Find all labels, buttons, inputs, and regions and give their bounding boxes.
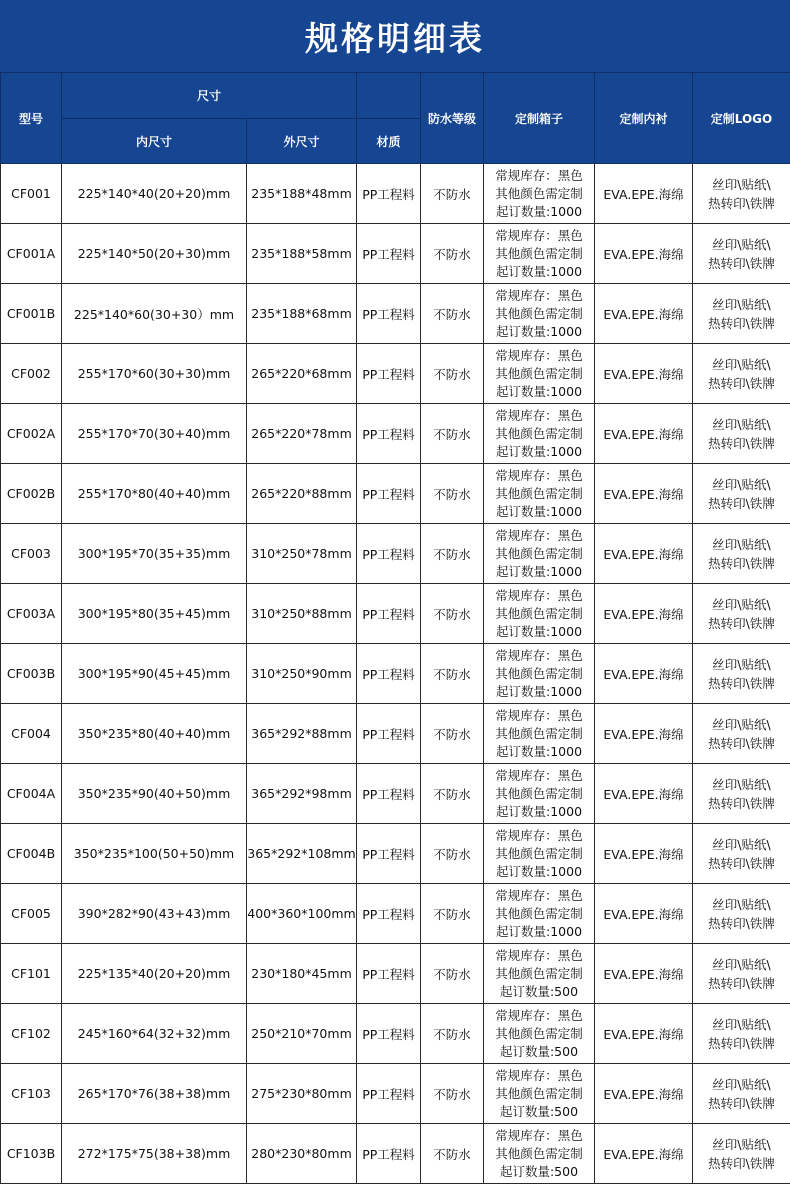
cell-waterproof: 不防水: [421, 584, 484, 644]
cell-lining: EVA.EPE.海绵: [595, 1064, 693, 1124]
box-line: 起订数量:1000: [496, 743, 583, 759]
header-inner-size: 内尺寸: [62, 119, 247, 164]
box-line: 常规库存：黑色: [495, 707, 583, 723]
box-line: 常规库存：黑色: [495, 287, 583, 303]
cell-inner-size: 225*140*50(20+30)mm: [62, 224, 247, 284]
table-row: [1, 884, 790, 944]
box-line: 起订数量:500: [499, 1103, 579, 1119]
cell-outer-size: 310*250*90mm: [247, 644, 357, 704]
box-line: 常规库存：黑色: [495, 407, 583, 423]
cell-outer-size: 265*220*88mm: [247, 464, 357, 524]
cell-inner-size: 225*135*40(20+20)mm: [62, 944, 247, 1004]
box-line: 起订数量:1000: [496, 683, 583, 699]
cell-box: [484, 284, 595, 344]
cell-box: [484, 584, 595, 644]
box-line: 其他颜色需定制: [495, 305, 583, 321]
box-line: 其他颜色需定制: [495, 365, 583, 381]
cell-box: [484, 524, 595, 584]
cell-model: CF003: [1, 524, 62, 584]
cell-model: CF001B: [1, 284, 62, 344]
box-line: 起订数量:1000: [496, 503, 583, 519]
cell-inner-size: 300*195*70(35+35)mm: [62, 524, 247, 584]
cell-logo: [693, 164, 790, 224]
box-line: 起订数量:1000: [496, 383, 583, 399]
cell-logo: [693, 524, 790, 584]
table-row: [1, 224, 790, 284]
header-lining: 定制内衬: [595, 73, 693, 164]
cell-model: CF103B: [1, 1124, 62, 1184]
logo-line: 丝印\贴纸\: [712, 296, 771, 312]
cell-outer-size: 310*250*78mm: [247, 524, 357, 584]
cell-waterproof: 不防水: [421, 704, 484, 764]
cell-material: PP工程料: [357, 1064, 421, 1124]
cell-inner-size: 390*282*90(43+43)mm: [62, 884, 247, 944]
cell-logo: [693, 344, 790, 404]
table-row: [1, 944, 790, 1004]
logo-line: 热转印\铁牌: [708, 195, 775, 211]
logo-line: 丝印\贴纸\: [712, 1076, 771, 1092]
box-line: 其他颜色需定制: [495, 725, 583, 741]
box-line: 常规库存：黑色: [495, 587, 583, 603]
table-row: [1, 524, 790, 584]
logo-line: 丝印\贴纸\: [712, 1136, 771, 1152]
cell-outer-size: 235*188*48mm: [247, 164, 357, 224]
box-line: 常规库存：黑色: [495, 227, 583, 243]
logo-line: 丝印\贴纸\: [712, 896, 771, 912]
header-logo: 定制LOGO: [693, 73, 790, 164]
table-body: [1, 164, 790, 1184]
table-row: [1, 464, 790, 524]
logo-line: 热转印\铁牌: [708, 915, 775, 931]
cell-logo: [693, 644, 790, 704]
cell-logo: [693, 464, 790, 524]
logo-line: 丝印\贴纸\: [712, 536, 771, 552]
box-line: 其他颜色需定制: [495, 665, 583, 681]
cell-logo: [693, 704, 790, 764]
cell-model: CF003A: [1, 584, 62, 644]
cell-lining: EVA.EPE.海绵: [595, 224, 693, 284]
cell-lining: EVA.EPE.海绵: [595, 1004, 693, 1064]
cell-material: PP工程料: [357, 704, 421, 764]
cell-model: CF103: [1, 1064, 62, 1124]
cell-logo: [693, 1004, 790, 1064]
cell-lining: EVA.EPE.海绵: [595, 764, 693, 824]
cell-model: CF001: [1, 164, 62, 224]
cell-lining: EVA.EPE.海绵: [595, 284, 693, 344]
box-line: 常规库存：黑色: [495, 827, 583, 843]
cell-outer-size: 235*188*58mm: [247, 224, 357, 284]
cell-material: PP工程料: [357, 524, 421, 584]
cell-box: [484, 1124, 595, 1184]
cell-outer-size: 265*220*78mm: [247, 404, 357, 464]
cell-waterproof: 不防水: [421, 344, 484, 404]
cell-model: CF004B: [1, 824, 62, 884]
cell-waterproof: 不防水: [421, 1004, 484, 1064]
cell-lining: EVA.EPE.海绵: [595, 464, 693, 524]
spec-table: [0, 72, 790, 1184]
cell-box: [484, 344, 595, 404]
cell-material: PP工程料: [357, 284, 421, 344]
cell-inner-size: 245*160*64(32+32)mm: [62, 1004, 247, 1064]
logo-line: 丝印\贴纸\: [712, 176, 771, 192]
cell-logo: [693, 1064, 790, 1124]
header-outer-size: 外尺寸: [247, 119, 357, 164]
header-waterproof: 防水等级: [421, 73, 484, 164]
table-row: [1, 1064, 790, 1124]
logo-line: 热转印\铁牌: [708, 255, 775, 271]
logo-line: 丝印\贴纸\: [712, 1016, 771, 1032]
cell-waterproof: 不防水: [421, 284, 484, 344]
table-row: [1, 644, 790, 704]
cell-material: PP工程料: [357, 884, 421, 944]
cell-logo: [693, 944, 790, 1004]
box-line: 起订数量:500: [499, 983, 579, 999]
table-row: [1, 1004, 790, 1064]
cell-inner-size: 225*140*40(20+20)mm: [62, 164, 247, 224]
cell-outer-size: 310*250*88mm: [247, 584, 357, 644]
logo-line: 热转印\铁牌: [708, 975, 775, 991]
cell-box: [484, 644, 595, 704]
box-line: 起订数量:1000: [496, 563, 583, 579]
box-line: 其他颜色需定制: [495, 245, 583, 261]
cell-outer-size: 365*292*88mm: [247, 704, 357, 764]
cell-lining: EVA.EPE.海绵: [595, 944, 693, 1004]
cell-material: PP工程料: [357, 644, 421, 704]
logo-line: 丝印\贴纸\: [712, 956, 771, 972]
cell-inner-size: 350*235*90(40+50)mm: [62, 764, 247, 824]
cell-waterproof: 不防水: [421, 464, 484, 524]
logo-line: 热转印\铁牌: [708, 855, 775, 871]
table-row: [1, 404, 790, 464]
cell-box: [484, 464, 595, 524]
cell-outer-size: 275*230*80mm: [247, 1064, 357, 1124]
logo-line: 丝印\贴纸\: [712, 236, 771, 252]
cell-material: PP工程料: [357, 1124, 421, 1184]
cell-lining: EVA.EPE.海绵: [595, 584, 693, 644]
box-line: 其他颜色需定制: [495, 605, 583, 621]
box-line: 起订数量:1000: [496, 863, 583, 879]
cell-material: PP工程料: [357, 224, 421, 284]
table-row: [1, 164, 790, 224]
cell-model: CF102: [1, 1004, 62, 1064]
cell-box: [484, 1004, 595, 1064]
cell-outer-size: 400*360*100mm: [247, 884, 357, 944]
cell-lining: EVA.EPE.海绵: [595, 344, 693, 404]
logo-line: 热转印\铁牌: [708, 795, 775, 811]
cell-inner-size: 300*195*90(45+45)mm: [62, 644, 247, 704]
cell-box: [484, 884, 595, 944]
cell-logo: [693, 584, 790, 644]
cell-inner-size: 300*195*80(35+45)mm: [62, 584, 247, 644]
box-line: 常规库存：黑色: [495, 887, 583, 903]
logo-line: 丝印\贴纸\: [712, 416, 771, 432]
cell-inner-size: 350*235*100(50+50)mm: [62, 824, 247, 884]
logo-line: 热转印\铁牌: [708, 495, 775, 511]
box-line: 起订数量:500: [499, 1163, 579, 1179]
cell-box: [484, 944, 595, 1004]
cell-waterproof: 不防水: [421, 644, 484, 704]
cell-waterproof: 不防水: [421, 944, 484, 1004]
cell-box: [484, 224, 595, 284]
box-line: 常规库存：黑色: [495, 167, 583, 183]
table-row: [1, 704, 790, 764]
cell-lining: EVA.EPE.海绵: [595, 1124, 693, 1184]
box-line: 常规库存：黑色: [495, 1127, 583, 1143]
cell-inner-size: 225*140*60(30+30）mm: [62, 284, 247, 344]
header-box: 定制箱子: [484, 73, 595, 164]
cell-model: CF002A: [1, 404, 62, 464]
cell-outer-size: 280*230*80mm: [247, 1124, 357, 1184]
logo-line: 丝印\贴纸\: [712, 776, 771, 792]
table-row: [1, 584, 790, 644]
cell-inner-size: 255*170*80(40+40)mm: [62, 464, 247, 524]
cell-model: CF005: [1, 884, 62, 944]
table-row: [1, 824, 790, 884]
cell-material: PP工程料: [357, 584, 421, 644]
logo-line: 丝印\贴纸\: [712, 596, 771, 612]
cell-inner-size: 255*170*60(30+30)mm: [62, 344, 247, 404]
box-line: 起订数量:1000: [496, 923, 583, 939]
box-line: 常规库存：黑色: [495, 467, 583, 483]
cell-material: PP工程料: [357, 764, 421, 824]
cell-material: PP工程料: [357, 404, 421, 464]
header-model: 型号: [1, 73, 62, 164]
cell-waterproof: 不防水: [421, 824, 484, 884]
cell-waterproof: 不防水: [421, 524, 484, 584]
box-line: 起订数量:1000: [496, 803, 583, 819]
cell-logo: [693, 404, 790, 464]
box-line: 常规库存：黑色: [495, 947, 583, 963]
header-material-spacer: [357, 73, 421, 119]
cell-material: PP工程料: [357, 944, 421, 1004]
cell-model: CF004: [1, 704, 62, 764]
cell-outer-size: 365*292*108mm: [247, 824, 357, 884]
cell-waterproof: 不防水: [421, 224, 484, 284]
table-row: [1, 1124, 790, 1184]
cell-waterproof: 不防水: [421, 764, 484, 824]
logo-line: 热转印\铁牌: [708, 735, 775, 751]
box-line: 常规库存：黑色: [495, 347, 583, 363]
cell-material: PP工程料: [357, 464, 421, 524]
cell-model: CF002: [1, 344, 62, 404]
logo-line: 丝印\贴纸\: [712, 716, 771, 732]
cell-lining: EVA.EPE.海绵: [595, 164, 693, 224]
cell-material: PP工程料: [357, 344, 421, 404]
logo-line: 丝印\贴纸\: [712, 656, 771, 672]
cell-material: PP工程料: [357, 164, 421, 224]
box-line: 常规库存：黑色: [495, 1007, 583, 1023]
cell-box: [484, 404, 595, 464]
cell-model: CF004A: [1, 764, 62, 824]
box-line: 常规库存：黑色: [495, 647, 583, 663]
cell-material: PP工程料: [357, 824, 421, 884]
cell-logo: [693, 884, 790, 944]
box-line: 其他颜色需定制: [495, 485, 583, 501]
cell-outer-size: 265*220*68mm: [247, 344, 357, 404]
box-line: 常规库存：黑色: [495, 527, 583, 543]
cell-inner-size: 255*170*70(30+40)mm: [62, 404, 247, 464]
cell-waterproof: 不防水: [421, 884, 484, 944]
cell-outer-size: 230*180*45mm: [247, 944, 357, 1004]
table-row: [1, 764, 790, 824]
cell-model: CF003B: [1, 644, 62, 704]
box-line: 其他颜色需定制: [495, 785, 583, 801]
cell-box: [484, 164, 595, 224]
box-line: 起订数量:1000: [496, 203, 583, 219]
box-line: 其他颜色需定制: [495, 1085, 583, 1101]
cell-lining: EVA.EPE.海绵: [595, 644, 693, 704]
logo-line: 热转印\铁牌: [708, 435, 775, 451]
box-line: 起订数量:1000: [496, 323, 583, 339]
cell-waterproof: 不防水: [421, 1064, 484, 1124]
logo-line: 热转印\铁牌: [708, 375, 775, 391]
title-bar: [0, 0, 790, 72]
cell-outer-size: 250*210*70mm: [247, 1004, 357, 1064]
logo-line: 热转印\铁牌: [708, 675, 775, 691]
box-line: 其他颜色需定制: [495, 425, 583, 441]
cell-outer-size: 235*188*68mm: [247, 284, 357, 344]
box-line: 常规库存：黑色: [495, 767, 583, 783]
cell-inner-size: 265*170*76(38+38)mm: [62, 1064, 247, 1124]
header-material: 材质: [357, 119, 421, 164]
page-title: 规格明细表: [305, 18, 485, 58]
cell-inner-size: 272*175*75(38+38)mm: [62, 1124, 247, 1184]
box-line: 起订数量:1000: [496, 623, 583, 639]
cell-lining: EVA.EPE.海绵: [595, 824, 693, 884]
logo-line: 热转印\铁牌: [708, 615, 775, 631]
logo-line: 热转印\铁牌: [708, 1155, 775, 1171]
cell-lining: EVA.EPE.海绵: [595, 404, 693, 464]
cell-logo: [693, 224, 790, 284]
cell-box: [484, 824, 595, 884]
cell-outer-size: 365*292*98mm: [247, 764, 357, 824]
box-line: 其他颜色需定制: [495, 185, 583, 201]
logo-line: 热转印\铁牌: [708, 1095, 775, 1111]
box-line: 其他颜色需定制: [495, 545, 583, 561]
cell-lining: EVA.EPE.海绵: [595, 524, 693, 584]
box-line: 其他颜色需定制: [495, 845, 583, 861]
cell-model: CF002B: [1, 464, 62, 524]
logo-line: 热转印\铁牌: [708, 315, 775, 331]
cell-waterproof: 不防水: [421, 404, 484, 464]
box-line: 常规库存：黑色: [495, 1067, 583, 1083]
box-line: 其他颜色需定制: [495, 965, 583, 981]
box-line: 起订数量:1000: [496, 263, 583, 279]
logo-line: 丝印\贴纸\: [712, 836, 771, 852]
cell-waterproof: 不防水: [421, 164, 484, 224]
logo-line: 丝印\贴纸\: [712, 356, 771, 372]
table-row: [1, 284, 790, 344]
cell-model: CF001A: [1, 224, 62, 284]
cell-waterproof: 不防水: [421, 1124, 484, 1184]
cell-model: CF101: [1, 944, 62, 1004]
box-line: 其他颜色需定制: [495, 1025, 583, 1041]
box-line: 起订数量:500: [499, 1043, 579, 1059]
header-size: 尺寸: [62, 73, 357, 119]
logo-line: 热转印\铁牌: [708, 555, 775, 571]
table-row: [1, 344, 790, 404]
box-line: 其他颜色需定制: [495, 905, 583, 921]
cell-box: [484, 704, 595, 764]
cell-logo: [693, 824, 790, 884]
cell-lining: EVA.EPE.海绵: [595, 704, 693, 764]
logo-line: 热转印\铁牌: [708, 1035, 775, 1051]
table-header: [1, 73, 790, 164]
box-line: 其他颜色需定制: [495, 1145, 583, 1161]
cell-logo: [693, 764, 790, 824]
cell-inner-size: 350*235*80(40+40)mm: [62, 704, 247, 764]
cell-material: PP工程料: [357, 1004, 421, 1064]
cell-logo: [693, 284, 790, 344]
cell-box: [484, 1064, 595, 1124]
cell-box: [484, 764, 595, 824]
logo-line: 丝印\贴纸\: [712, 476, 771, 492]
box-line: 起订数量:1000: [496, 443, 583, 459]
cell-logo: [693, 1124, 790, 1184]
cell-lining: EVA.EPE.海绵: [595, 884, 693, 944]
